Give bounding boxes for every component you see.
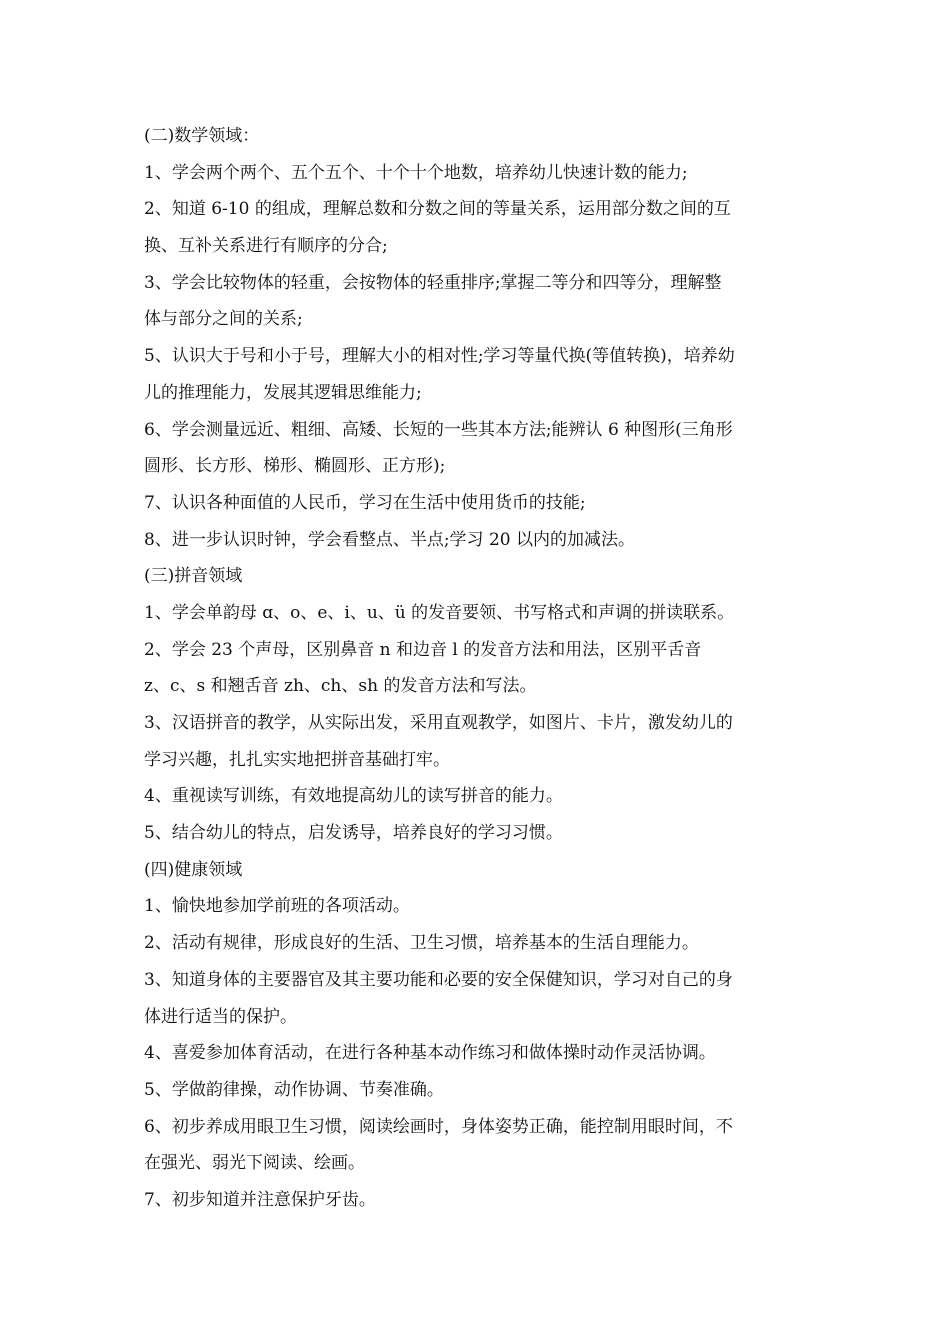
text-line: 3、学会比较物体的轻重，会按物体的轻重排序;掌握二等分和四等分，理解整 [144,272,722,293]
document-body [144,118,808,1219]
text-line: 2、学会 23 个声母，区别鼻音 n 和边音 l 的发音方法和用法，区别平舌音 [144,639,702,660]
text-line: 2、活动有规律，形成良好的生活、卫生习惯，培养基本的生活自理能力。 [144,933,699,954]
text-line: 2、知道 6-10 的组成，理解总数和分数之间的等量关系，运用部分数之间的互 [144,199,731,220]
text-line: 4、重视读写训练，有效地提高幼儿的读写拼音的能力。 [144,786,563,807]
text-line: 学习兴趣，扎扎实实地把拼音基础打牢。 [144,749,450,770]
text-line: 1、愉快地参加学前班的各项活动。 [144,896,410,917]
text-line: 5、结合幼儿的特点，启发诱导，培养良好的学习习惯。 [144,823,563,844]
text-line: 5、学做韵律操，动作协调、节奏准确。 [144,1079,444,1100]
text-line: 5、认识大于号和小于号，理解大小的相对性;学习等量代换(等值转换)，培养幼 [144,346,735,367]
text-line: 体进行适当的保护。 [144,1006,297,1027]
text-line: (三)拼音领域 [144,566,243,587]
text-line: 3、汉语拼音的教学，从实际出发，采用直观教学，如图片、卡片，激发幼儿的 [144,713,733,733]
text-line: (四)健康领域 [144,859,243,880]
text-line: 1、学会单韵母 ɑ、o、e、i、u、ü 的发音要领、书写格式和声调的拼读联系。 [144,602,735,623]
text-line: 体与部分之间的关系; [144,309,303,330]
text-line: 圆形、长方形、梯形、椭圆形、正方形); [144,456,446,477]
text-line: 在强光、弱光下阅读、绘画。 [144,1153,365,1174]
text-line: 儿的推理能力，发展其逻辑思维能力; [144,382,422,403]
text-line: 1、学会两个两个、五个五个、十个十个地数，培养幼儿快速计数的能力; [144,162,688,183]
text-line: 4、喜爱参加体育活动，在进行各种基本动作练习和做体操时动作灵活协调。 [144,1043,716,1064]
text-line: (二)数学领域： [144,126,260,146]
text-line: 7、认识各种面值的人民币，学习在生活中使用货币的技能; [144,492,586,513]
text-line: 7、初步知道并注意保护牙齿。 [144,1189,376,1210]
text-line: 6、初步养成用眼卫生习惯，阅读绘画时，身体姿势正确，能控制用眼时间，不 [144,1116,733,1137]
text-line: 3、知道身体的主要器官及其主要功能和必要的安全保健知识，学习对自己的身 [144,969,733,990]
text-line: 8、进一步认识时钟，学会看整点、半点;学习 20 以内的加减法。 [144,529,635,550]
text-line: 6、学会测量远近、粗细、高矮、长短的一些其本方法;能辨认 6 种图形(三角形 [144,419,733,440]
text-line: 换、互补关系进行有顺序的分合; [144,236,388,257]
text-line: z、c、s 和翘舌音 zh、ch、sh 的发音方法和写法。 [144,676,537,697]
